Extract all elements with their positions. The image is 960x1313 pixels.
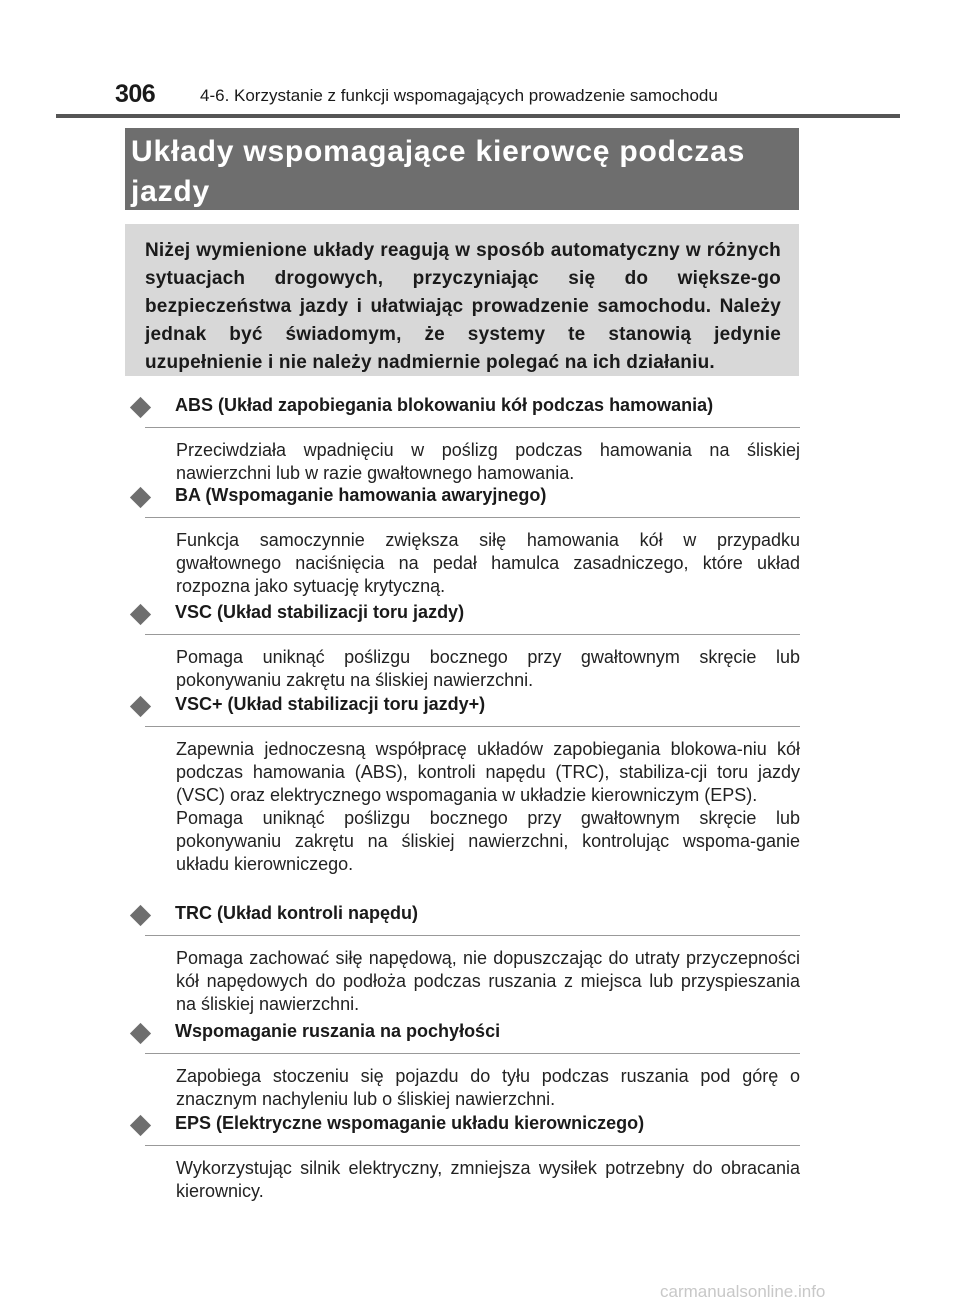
section-heading-text: VSC (Układ stabilizacji toru jazdy): [175, 602, 465, 622]
section-heading: [131, 395, 801, 427]
section-body: [176, 1157, 800, 1203]
section-body: [176, 439, 800, 485]
section-heading: [131, 903, 801, 935]
section-abs: [131, 395, 801, 483]
paragraph: Zapewnia jednoczesną współpracę układów zapobiegania blokowa-niu kół podczas hamowania (ABS), kontroli napędu (TRC), stabiliza-cji toru jazdy (VSC) oraz elektrycznego wspomagania w układzie kierowniczym (EPS).: [176, 739, 800, 805]
section-body: [176, 529, 800, 598]
intro-box: [125, 224, 799, 376]
section-title: Układy wspomagające kierowcę podczas jazdy: [131, 135, 746, 208]
paragraph: Zapobiega stoczeniu się pojazdu do tyłu podczas ruszania pod górę o znacznym nachyleniu lub o śliskiej nawierzchni.: [176, 1066, 800, 1109]
heading-rule: [145, 935, 800, 936]
section-heading-text: BA (Wspomaganie hamowania awaryjnego): [175, 485, 547, 505]
section-heading-text: TRC (Układ kontroli napędu): [175, 903, 418, 923]
section-heading: [131, 1113, 801, 1145]
paragraph: Wykorzystując silnik elektryczny, zmniejsza wysiłek potrzebny do obracania kierownicy.: [176, 1158, 800, 1201]
heading-rule: [145, 726, 800, 727]
section-body: [176, 1065, 800, 1111]
intro-text: Niżej wymienione układy reagują w sposób automatyczny w różnych sytuacjach drogowych, przyczyniając się do większe-go bezpieczeństwa jazdy i ułatwiając prowadzenie samochodu. Należy jednak być świadomym, że systemy te stanowią jedynie uzupełnienie i nie należy nadmiernie polegać na ich działaniu.: [145, 240, 781, 373]
section-heading: [131, 1021, 801, 1053]
page-number: 306: [115, 80, 156, 108]
diamond-bullet-icon: [130, 397, 151, 418]
section-title-band: [125, 128, 799, 210]
paragraph: Pomaga uniknąć poślizgu bocznego przy gwałtownym skręcie lub pokonywaniu zakrętu na śliskiej nawierzchni.: [176, 647, 800, 690]
diamond-bullet-icon: [130, 1115, 151, 1136]
section-heading: [131, 602, 801, 634]
section-vsc-plus: [131, 694, 801, 874]
diamond-bullet-icon: [130, 905, 151, 926]
diamond-bullet-icon: [130, 604, 151, 625]
section-heading-text: EPS (Elektryczne wspomaganie układu kierowniczego): [175, 1113, 645, 1133]
section-heading-text: VSC+ (Układ stabilizacji toru jazdy+): [175, 694, 486, 714]
chapter-title: 4-6. Korzystanie z funkcji wspomagających prowadzenie samochodu: [200, 86, 718, 105]
section-body: [176, 646, 800, 692]
header-divider: [56, 114, 900, 118]
section-heading: [131, 694, 801, 726]
diamond-bullet-icon: [130, 696, 151, 717]
section-body: [176, 947, 800, 1016]
section-trc: [131, 903, 801, 1014]
heading-rule: [145, 427, 800, 428]
heading-rule: [145, 1145, 800, 1146]
diamond-bullet-icon: [130, 487, 151, 508]
paragraph: Pomaga zachować siłę napędową, nie dopuszczając do utraty przyczepności kół napędowych do podłoża podczas ruszania z miejsca lub przyspieszania na śliskiej nawierzchni.: [176, 948, 800, 1014]
heading-rule: [145, 517, 800, 518]
section-heading-text: ABS (Układ zapobiegania blokowaniu kół podczas hamowania): [175, 395, 714, 415]
page-header: [115, 80, 815, 110]
section-eps: [131, 1113, 801, 1201]
section-hill-start: [131, 1021, 801, 1109]
diamond-bullet-icon: [130, 1023, 151, 1044]
paragraph: Przeciwdziała wpadnięciu w poślizg podczas hamowania na śliskiej nawierzchni lub w razie gwałtownego hamowania.: [176, 440, 800, 483]
heading-rule: [145, 634, 800, 635]
section-heading-text: Wspomaganie ruszania na pochyłości: [175, 1021, 501, 1041]
section-body: [176, 738, 800, 876]
watermark: carmanualsonline.info: [660, 1282, 826, 1301]
section-ba: [131, 485, 801, 596]
section-vsc: [131, 602, 801, 690]
heading-rule: [145, 1053, 800, 1054]
paragraph: Funkcja samoczynnie zwiększa siłę hamowania kół w przypadku gwałtownego naciśnięcia na pedał hamulca zasadniczego, które układ rozpozna jako sytuację krytyczną.: [176, 530, 800, 596]
section-heading: [131, 485, 801, 517]
paragraph: Pomaga uniknąć poślizgu bocznego przy gwałtownym skręcie lub pokonywaniu zakrętu na śliskiej nawierzchni, kontrolując wspoma-ganie układu kierowniczego.: [176, 808, 800, 874]
